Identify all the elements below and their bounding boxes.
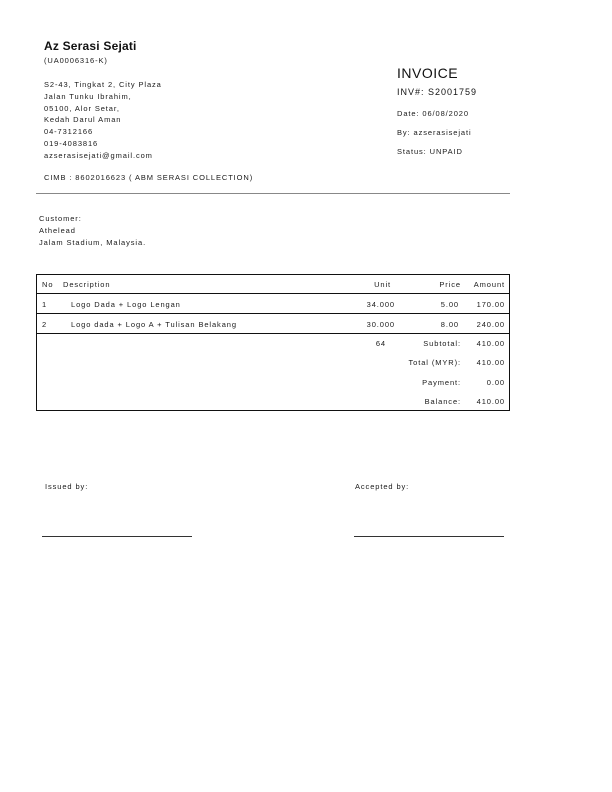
company-email: azserasisejati@gmail.com <box>44 150 153 160</box>
company-name: Az Serasi Sejati <box>44 39 137 53</box>
invoice-number: INV#: S2001759 <box>397 87 478 97</box>
row-2-amount: 240.00 <box>476 320 505 329</box>
row-1-no: 1 <box>42 300 48 309</box>
col-header-amount: Amount <box>473 280 505 289</box>
row-2-unit: 30.000 <box>366 320 395 329</box>
row-1-amount: 170.00 <box>476 300 505 309</box>
row-1-description: Logo Dada + Logo Lengan <box>71 300 181 309</box>
company-address <box>44 79 162 162</box>
accepted-by-label: Accepted by: <box>355 482 410 491</box>
payment-label: Payment: <box>422 378 461 387</box>
total-label: Total (MYR): <box>408 358 461 367</box>
address-line: Kedah Darul Aman <box>44 115 122 125</box>
row-2-price: 8.00 <box>440 320 459 329</box>
payment-value: 0.00 <box>486 378 505 387</box>
balance-value: 410.00 <box>476 397 505 406</box>
table-divider <box>37 293 509 294</box>
row-2-no: 2 <box>42 320 48 329</box>
customer-label: Customer: <box>39 214 82 223</box>
address-line: 05100, Alor Setar, <box>44 103 120 113</box>
table-divider <box>37 313 509 314</box>
customer-address: Jalam Stadium, Malaysia. <box>39 238 147 247</box>
col-header-price: Price <box>439 280 461 289</box>
invoice-date: Date: 06/08/2020 <box>397 109 469 118</box>
customer-block <box>39 213 146 249</box>
accepted-signature-line <box>354 536 504 537</box>
issued-signature-line <box>42 536 192 537</box>
customer-name: Athelead <box>39 226 76 235</box>
total-units: 64 <box>375 339 386 348</box>
col-header-description: Description <box>63 280 111 289</box>
header-divider <box>36 193 510 194</box>
invoice-items-table <box>36 274 510 411</box>
address-line: S2-43, Tingkat 2, City Plaza <box>44 80 162 89</box>
row-2-description: Logo dada + Logo A + Tulisan Belakang <box>71 320 237 329</box>
company-registration: (UA0006316-K) <box>44 56 108 65</box>
address-line: Jalan Tunku Ibrahim, <box>44 91 132 101</box>
col-header-unit: Unit <box>374 280 391 289</box>
col-header-no: No <box>42 280 54 289</box>
table-divider <box>37 333 509 334</box>
invoice-issuer: By: azserasisejati <box>397 128 472 137</box>
total-value: 410.00 <box>476 358 505 367</box>
row-1-price: 5.00 <box>440 300 459 309</box>
subtotal-label: Subtotal: <box>423 339 461 348</box>
balance-label: Balance: <box>424 397 461 406</box>
subtotal-value: 410.00 <box>476 339 505 348</box>
issued-by-label: Issued by: <box>45 482 89 491</box>
invoice-status: Status: UNPAID <box>397 147 463 156</box>
row-1-unit: 34.000 <box>366 300 395 309</box>
bank-details: CIMB : 8602016623 ( ABM SERASI COLLECTION) <box>44 173 254 182</box>
company-phone: 04-7312166 <box>44 127 94 137</box>
company-mobile: 019-4083816 <box>44 138 99 148</box>
invoice-title: INVOICE <box>397 65 459 81</box>
